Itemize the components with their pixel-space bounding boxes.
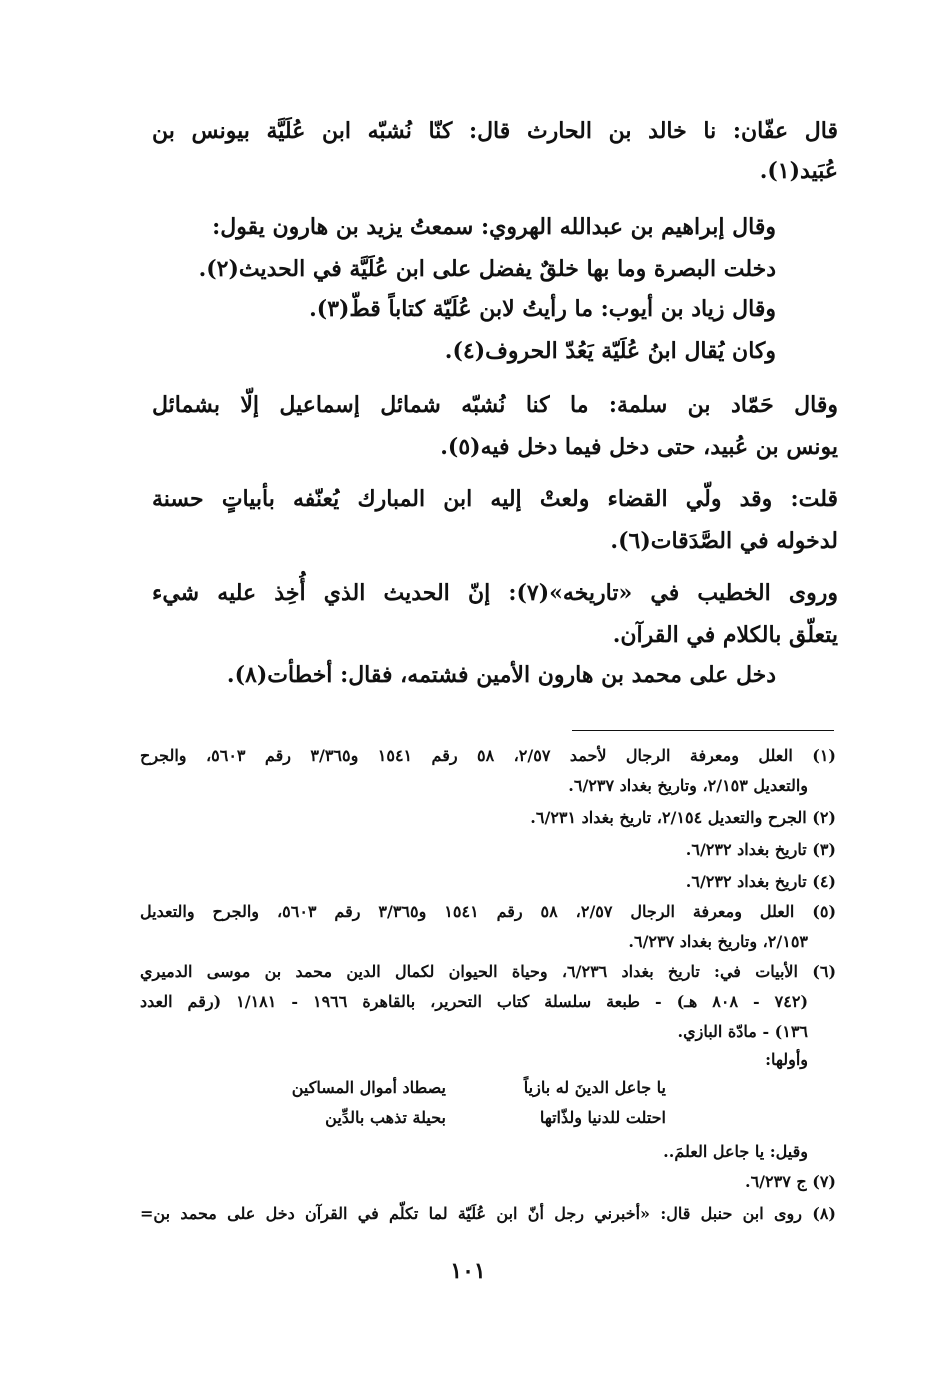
footnote-line: (٧) ج ٦/٢٣٧. <box>744 1172 836 1191</box>
footnote-line: (٦) الأبيات في: تاريخ بغداد ٦/٢٣٦، وحياة الحيوان لكمال الدين محمد بن موسى الدميري <box>140 962 837 981</box>
footnote-line: (٣) تاريخ بغداد ٦/٢٣٢. <box>685 840 836 859</box>
poem-hemistich: يصطاد أموال المساكين <box>291 1078 446 1097</box>
poem-hemistich: بحيلة تذهب بالدِّين <box>325 1108 446 1127</box>
footnote-line: وقيل: يا جاعل العلمَ.. <box>663 1142 808 1161</box>
page-number: ١٠١ <box>450 1258 486 1284</box>
main-line: يتعلّق بالكلام في القرآن. <box>612 622 838 648</box>
main-line: لدخوله في الصَّدَقات(٦). <box>610 528 838 554</box>
main-line: دخلت البصرة وما بها خلقٌ يفضل على ابن عُلَيَّة في الحديث(٢). <box>198 256 776 282</box>
poem-hemistich: يا جاعل الدينَ له بازياً <box>523 1078 666 1097</box>
main-line: قلت: وقد ولّي القضاء ولعتْ إليه ابن المبارك يُعنّفه بأبياتٍ حسنة <box>152 486 838 512</box>
main-line: وروى الخطيب في «تاريخه»(٧): إنّ الحديث الذي أُخِذ عليه شيء <box>152 580 838 606</box>
main-line: دخل على محمد بن هارون الأمين فشتمه، فقال: أخطأت(٨). <box>226 662 776 688</box>
footnote-line: (٢) الجرح والتعديل ٢/١٥٤، تاريخ بغداد ٦/٢٣١. <box>530 808 836 827</box>
footnote-line: (١) العلل ومعرفة الرجال لأحمد ٢/٥٧، ٥٨ رقم ١٥٤١ و٣/٣٦٥ رقم ٥٦٠٣، والجرح <box>140 746 836 765</box>
footnote-line: (٥) العلل ومعرفة الرجال ٢/٥٧، ٥٨ رقم ١٥٤١ و٣/٣٦٥ رقم ٥٦٠٣، والجرح والتعديل <box>140 902 837 921</box>
main-line: يونس بن عُبيد، حتى دخل فيما دخل فيه(٥). <box>440 434 838 460</box>
footnote-line: والتعديل ٢/١٥٣، وتاريخ بغداد ٦/٢٣٧. <box>568 776 808 795</box>
footnote-line: (٤) تاريخ بغداد ٦/٢٣٢. <box>685 872 836 891</box>
main-line: وقال حَمّاد بن سلمة: ما كنا نُشبّه شمائل إسماعيل إلّا بشمائل <box>152 392 838 418</box>
footnote-line: وأولها: <box>765 1050 808 1069</box>
main-line: قال عفّان: نا خالد بن الحارث قال: كنّا نُشبّه ابن عُلَيَّة بيونس بن <box>152 118 838 144</box>
footnote-line: (٨) روى ابن حنبل قال: «أخبرني رجل أنّ ابن عُلَيّة لما تكلّم في القرآن دخل على محمد بن= <box>140 1204 836 1223</box>
main-line: وقال زياد بن أيوب: ما رأيتُ لابن عُلَيّة كتاباً قطّ(٣). <box>309 296 776 322</box>
footnote-line: ١٣٦) - مادّة البازي. <box>677 1022 808 1041</box>
main-line: وكان يُقال ابنُ عُلَيّة يَعُدّ الحروف(٤). <box>444 338 776 364</box>
poem-hemistich: احتلت للدنيا ولذّاتها <box>539 1108 666 1127</box>
footnote-line: ٢/١٥٣، وتاريخ بغداد ٦/٢٣٧. <box>628 932 808 951</box>
footnote-separator <box>572 730 834 731</box>
main-line: عُبَيد(١). <box>759 158 838 184</box>
main-line: وقال إبراهيم بن عبدالله الهروي: سمعتُ يزيد بن هارون يقول: <box>212 214 776 240</box>
footnote-line: (٧٤٢ - ٨٠٨ هـ) - طبعة سلسلة كتاب التحرير، بالقاهرة ١٩٦٦ - ١/١٨١ (رقم العدد <box>140 992 809 1011</box>
